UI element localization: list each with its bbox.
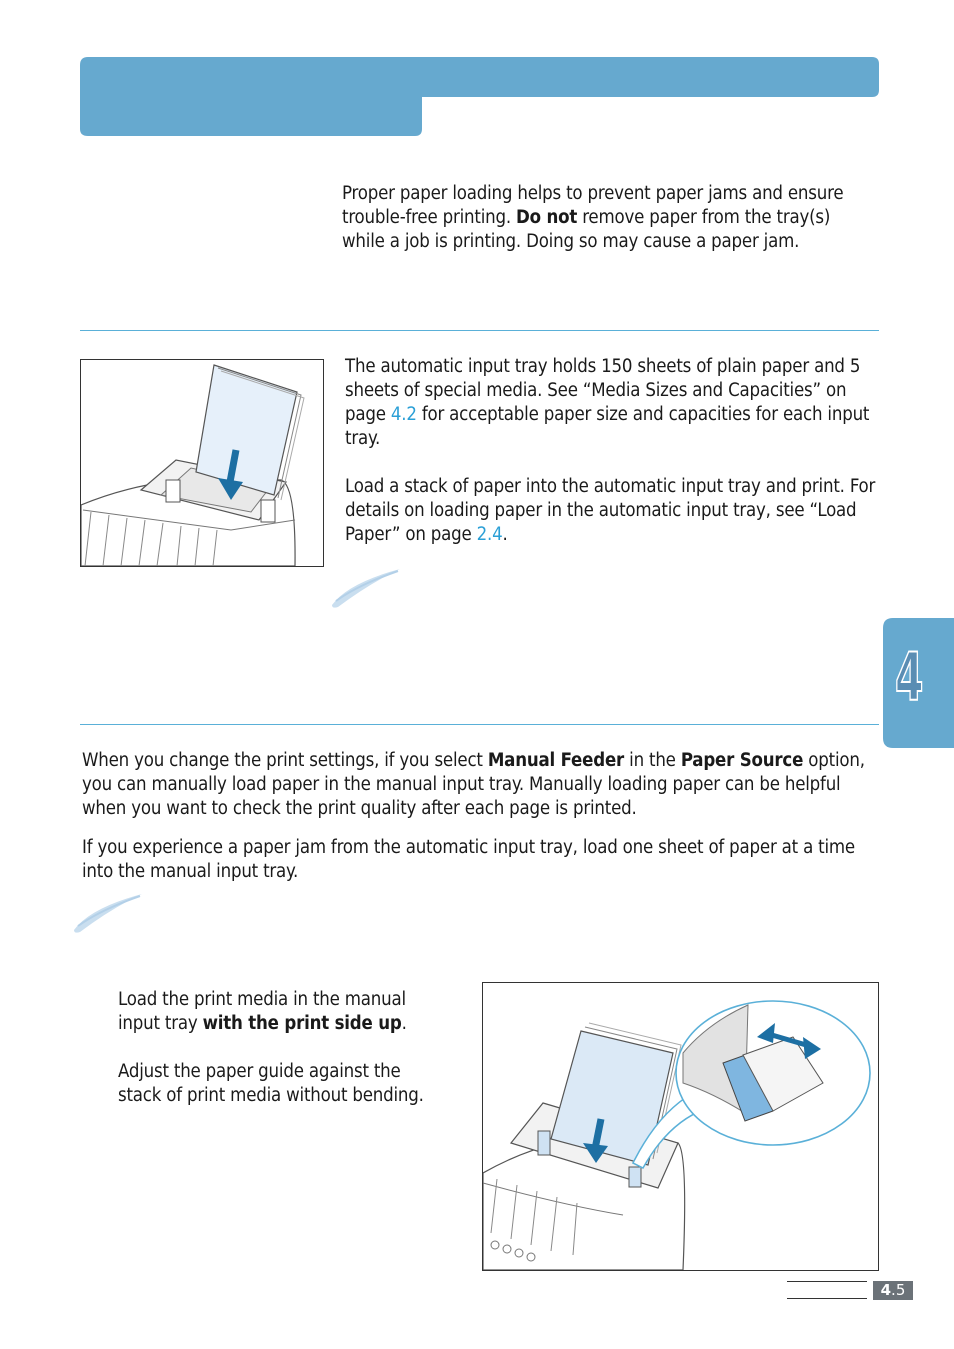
footer-rule-top: [787, 1281, 867, 1282]
footer-rule-bottom: [787, 1298, 867, 1299]
auto-tray-text: [345, 355, 878, 547]
intro-paragraph: Proper paper loading helps to prevent paper jams and ensure trouble-free printing. Do not remove paper from the tray(s) while a job is printing. Doing so may cause a paper jam.: [342, 183, 844, 252]
intro-bold: Do not: [516, 207, 578, 228]
chapter-number: 4: [895, 639, 924, 716]
step-1: Load the print media in the manual input tray with the print side up.: [118, 989, 407, 1034]
header-banner: [80, 57, 880, 137]
step-2: Adjust the paper guide against the stack of print media without bending.: [118, 1061, 424, 1106]
section-rule-1: [80, 330, 879, 331]
manual-tray-paragraph-2: If you experience a paper jam from the automatic input tray, load one sheet of paper at a time into the manual input tray.: [82, 837, 855, 882]
page-link-4-2[interactable]: 4.2: [390, 404, 417, 425]
section-rule-2: [80, 724, 879, 725]
auto-tray-paragraph-1: The automatic input tray holds 150 sheets of plain paper and 5 sheets of special media. See “Media Sizes and Capacities” on page 4.2 for acceptable paper size and capacities for each input tray.: [345, 356, 870, 449]
auto-tray-paragraph-2: Load a stack of paper into the automatic input tray and print. For details on loading paper in the automatic input tray, see “Load Paper” on page 2.4.: [345, 476, 876, 545]
page-number: 4.5: [873, 1281, 913, 1300]
brush-stroke-decoration: [328, 565, 404, 611]
auto-tray-illustration: [80, 359, 324, 567]
manual-tray-illustration: [482, 982, 879, 1271]
header-banner-shape: [80, 57, 879, 136]
page-link-2-4[interactable]: 2.4: [476, 524, 503, 545]
steps-text: [118, 988, 448, 1108]
brush-stroke-decoration-2: [70, 890, 146, 936]
manual-tray-text: [82, 749, 878, 884]
manual-tray-paragraph-1: When you change the print settings, if you select Manual Feeder in the Paper Source option, you can manually load paper in the manual input tray. Manually loading paper can be helpful when you want to check the print quality after each page is printed.: [82, 750, 865, 819]
